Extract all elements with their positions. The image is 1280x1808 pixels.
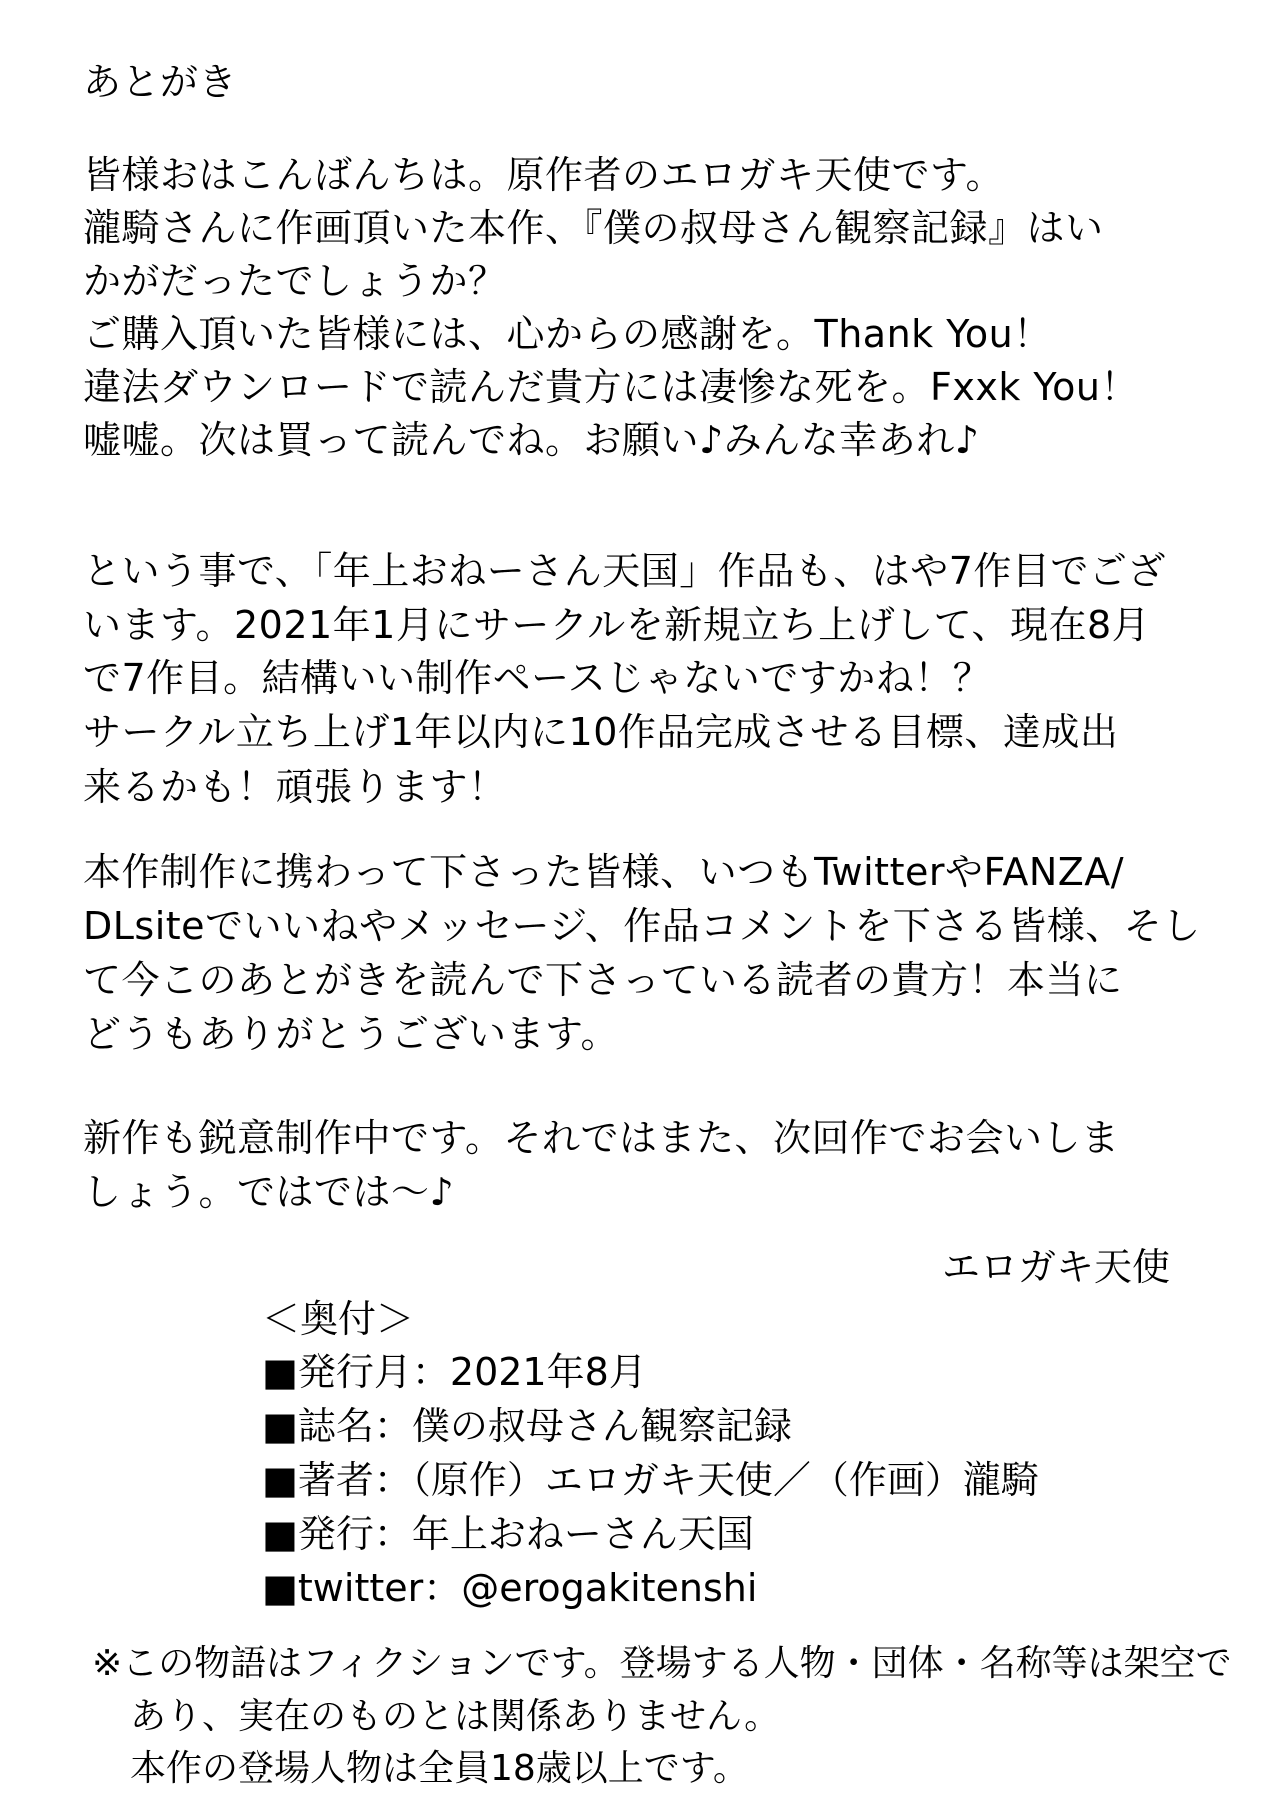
afterword-line: で7作目。結構いい制作ペースじゃないですかね！？: [83, 656, 992, 700]
afterword-line: という事で、「年上おねーさん天国」作品も、はや7作目でござ: [83, 549, 1166, 593]
afterword-line: しょう。ではでは～♪: [83, 1170, 455, 1214]
afterword-line: 違法ダウンロードで読んだ貴方には凄惨な死を。Fxxk You！: [83, 365, 1139, 409]
afterword-line: 瀧騎さんに作画頂いた本作、『僕の叔母さん観察記録』はい: [83, 206, 1104, 250]
disclaimer-line: ※この物語はフィクションです。登場する人物・団体・名称等は架空で: [92, 1643, 1232, 1684]
colophon-item-publisher: ■発行：年上おねーさん天国: [262, 1512, 754, 1556]
afterword-line: 皆様おはこんばんちは。原作者のエロガキ天使です。: [83, 153, 1004, 197]
colophon-item-title: ■誌名：僕の叔母さん観察記録: [262, 1404, 792, 1448]
afterword-line: DLsiteでいいねやメッセージ、作品コメントを下さる皆様、そし: [83, 904, 1201, 948]
colophon-item-twitter: ■twitter：@erogakitenshi: [262, 1566, 758, 1610]
colophon-heading: ＜奥付＞: [262, 1297, 415, 1341]
afterword-line: 新作も鋭意制作中です。それではまた、次回作でお会いしま: [83, 1116, 1120, 1160]
colophon-item-release-month: ■発行月：2021年8月: [262, 1350, 647, 1394]
afterword-line: サークル立ち上げ1年以内に10作品完成させる目標、達成出: [83, 710, 1119, 754]
afterword-line: 本作制作に携わって下さった皆様、いつもTwitterやFANZA/: [83, 850, 1125, 894]
disclaimer-line: あり、実在のものとは関係ありません。: [130, 1696, 781, 1737]
afterword-line: かがだったでしょうか？: [83, 259, 507, 303]
afterword-heading: あとがき: [83, 60, 238, 104]
author-signature: エロガキ天使: [942, 1245, 1171, 1289]
colophon-item-author: ■著者：（原作）エロガキ天使／（作画）瀧騎: [262, 1458, 1039, 1502]
afterword-line: 嘘嘘。次は買って読んでね。お願い♪みんな幸あれ♪: [83, 418, 980, 462]
disclaimer-line: 本作の登場人物は全員18歳以上です。: [130, 1748, 749, 1789]
afterword-line: て今このあとがきを読んで下さっている読者の貴方！本当に: [83, 958, 1123, 1002]
afterword-line: ご購入頂いた皆様には、心からの感謝を。Thank You！: [83, 312, 1052, 356]
afterword-line: 来るかも！頑張ります！: [83, 765, 507, 809]
afterword-line: どうもありがとうございます。: [83, 1012, 619, 1056]
afterword-line: います。2021年1月にサークルを新規立ち上げして、現在8月: [83, 603, 1151, 647]
